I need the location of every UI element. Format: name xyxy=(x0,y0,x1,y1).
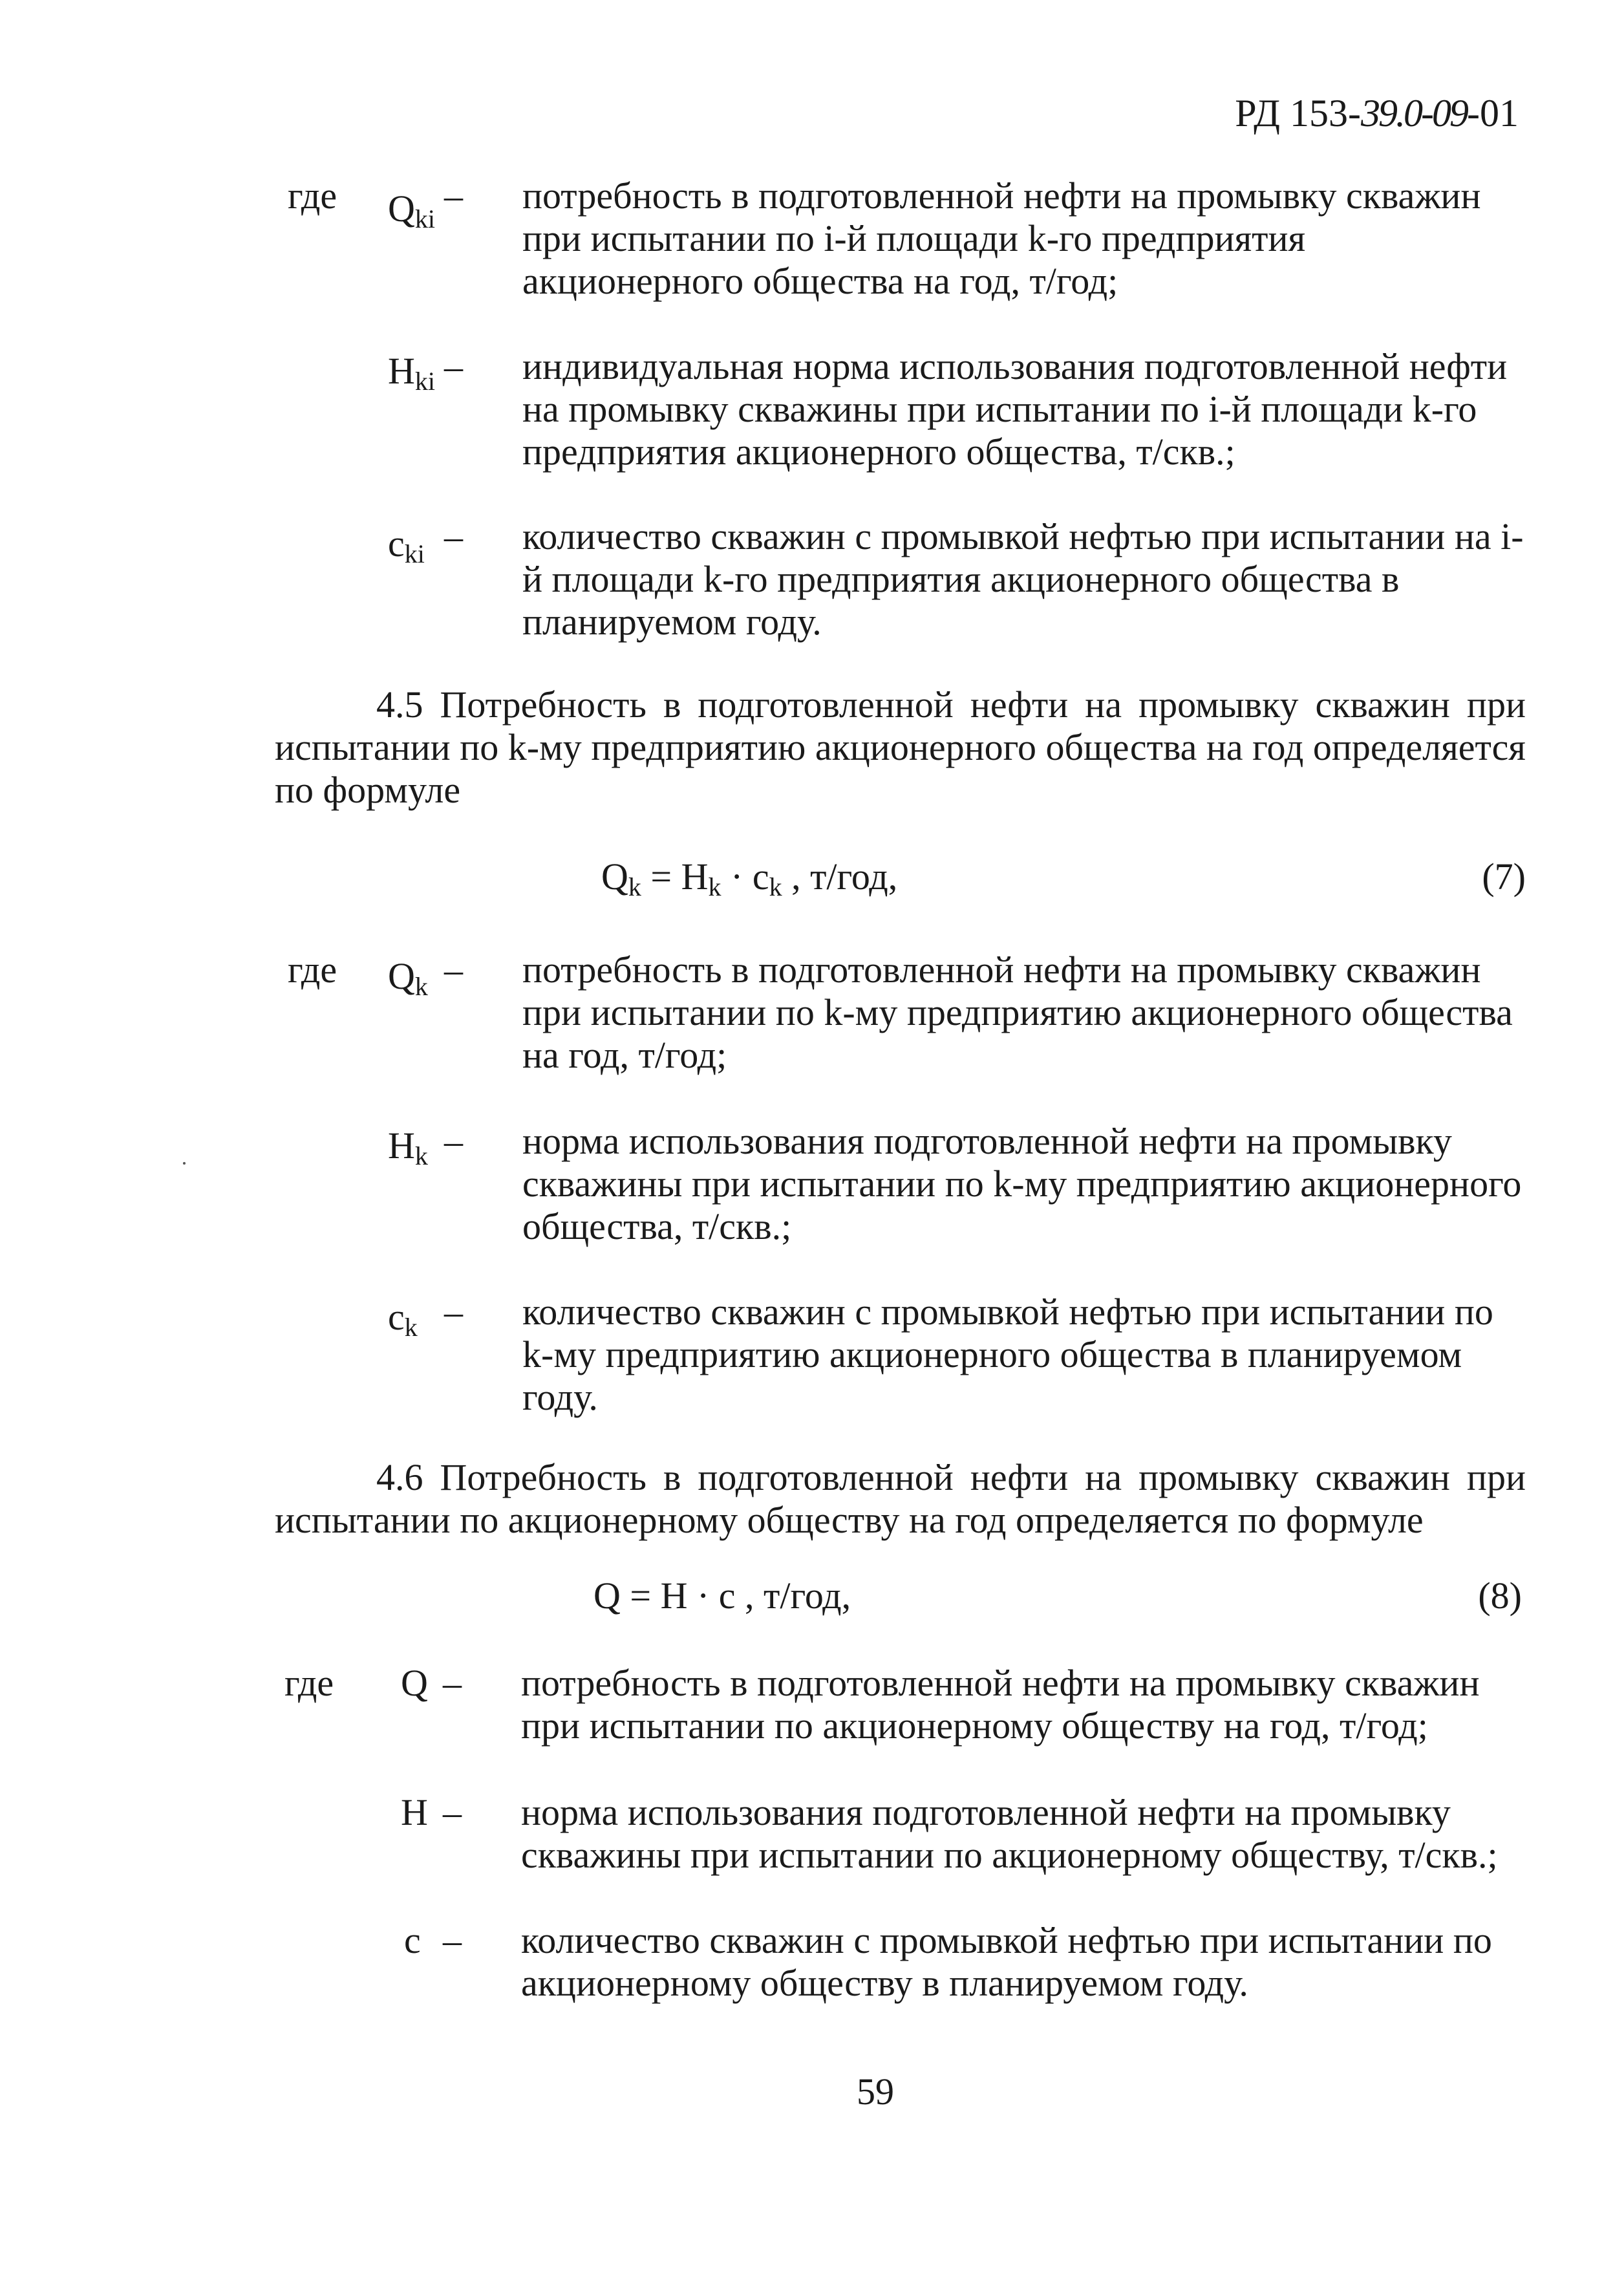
definition-text: количество скважин с промывкой нефтью при испытании по k-му предприятию акционерного общества в планируемом году. xyxy=(522,1291,1493,1418)
symbol-cki: $c_{ki}$ xyxy=(388,522,425,568)
definition-text: потребность в подготовленной нефти на промывку скважин при испытании по i-й площади k-го предприятия акционерного общества на год, т/год; xyxy=(522,175,1481,302)
definition-cki xyxy=(444,515,1527,643)
definition-text: норма использования подготовленной нефти на промывку скважины при испытании по акционерному обществу, т/скв.; xyxy=(521,1791,1498,1876)
dash: – xyxy=(444,949,463,991)
definition-text: индивидуальная норма использования подготовленной нефти на промывку скважины при испытании по i-й площади k-го предприятия акционерного общества, т/скв.; xyxy=(522,345,1508,473)
paragraph-4-6 xyxy=(275,1456,1526,1542)
symbol-Q: Q xyxy=(401,1662,428,1704)
definition-text: норма использования подготовленной нефти на промывку скважины при испытании по k-му предприятию акционерного общества, т/скв.; xyxy=(522,1120,1522,1247)
dash: – xyxy=(443,1791,462,1833)
dash: – xyxy=(444,175,463,217)
where-label: где xyxy=(288,949,337,991)
dash: – xyxy=(444,1291,463,1333)
symbol-Qki: $Q_{ki}$ xyxy=(388,188,436,233)
dash: – xyxy=(444,1120,463,1162)
definition-text: потребность в подготовленной нефти на промывку скважин при испытании по акционерному обществу на год, т/год; xyxy=(521,1662,1480,1747)
symbol-Qk: $Q_k$ xyxy=(388,955,428,1001)
dash: – xyxy=(444,345,463,387)
definition-c xyxy=(443,1919,1526,2005)
definition-text: количество скважин с промывкой нефтью при испытании по акционерному обществу в планируемом году. xyxy=(521,1919,1492,2004)
document-code-suffix: -01 xyxy=(1467,92,1519,135)
scan-speck xyxy=(183,1162,186,1165)
dash: – xyxy=(443,1662,462,1704)
definition-Qk xyxy=(444,949,1527,1077)
equation-number-7: (7) xyxy=(1482,856,1526,898)
where-label: где xyxy=(284,1662,334,1704)
document-code xyxy=(1235,92,1519,135)
symbol-c: c xyxy=(404,1919,421,1961)
paragraph-text: 4.5 Потребность в подготовленной нефти на промывку скважин при испытании по k-му предприятию акционерного общества на год определяется по формуле xyxy=(275,683,1526,811)
definition-Qki xyxy=(444,175,1527,303)
where-label: где xyxy=(288,175,337,217)
dash: – xyxy=(443,1919,462,1961)
formula-8: Q = H · c , т/год, xyxy=(593,1575,851,1617)
symbol-ck: $c_k$ xyxy=(388,1296,418,1342)
definition-text: потребность в подготовленной нефти на промывку скважин при испытании по k-му предприятию акционерного общества на год, т/год; xyxy=(522,949,1513,1076)
definition-text: количество скважин с промывкой нефтью при испытании на i-й площади k-го предприятия акционерного общества в планируемом году. xyxy=(522,515,1524,643)
symbol-Hki: $H_{ki}$ xyxy=(388,350,436,396)
document-code-handwritten: 39.0-09 xyxy=(1361,92,1468,135)
dash: – xyxy=(444,515,463,557)
definition-Hki xyxy=(444,345,1527,473)
definition-Hk xyxy=(444,1120,1527,1248)
symbol-Hk: $H_k$ xyxy=(388,1125,428,1170)
equation-number-8: (8) xyxy=(1478,1575,1522,1617)
paragraph-text: 4.6 Потребность в подготовленной нефти на промывку скважин при испытании по акционерному обществу на год определяется по формуле xyxy=(275,1456,1526,1541)
formula-7: $Q_k = H_k \cdot c_k$ , т/год, xyxy=(601,856,898,901)
definition-ck xyxy=(444,1291,1527,1419)
page-number: 59 xyxy=(857,2071,894,2113)
paragraph-4-5 xyxy=(275,683,1526,812)
symbol-H: H xyxy=(401,1791,428,1833)
definition-H xyxy=(443,1791,1526,1877)
document-code-prefix: РД 153- xyxy=(1235,92,1362,135)
definition-Q xyxy=(443,1662,1526,1747)
